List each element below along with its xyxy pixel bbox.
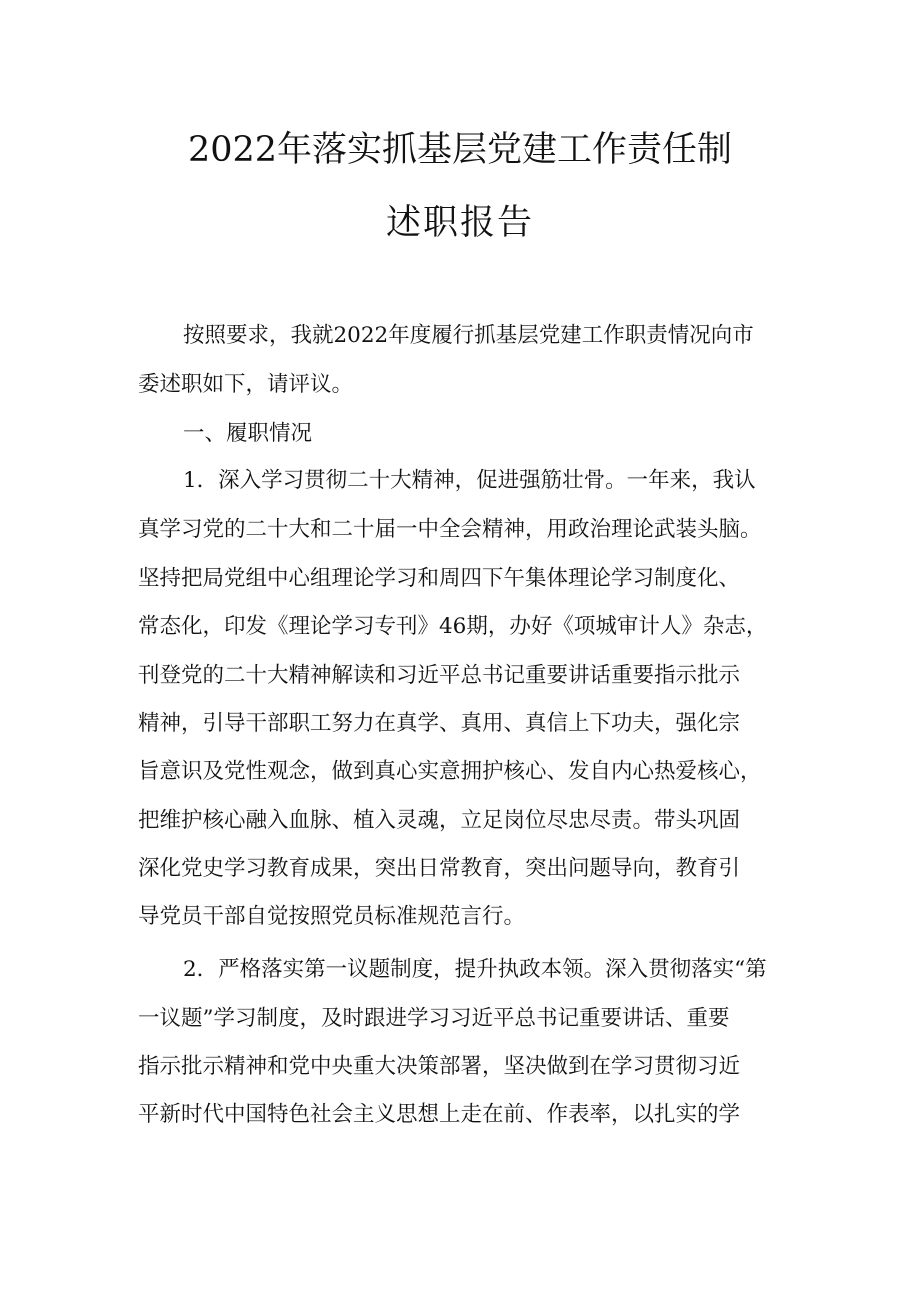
paragraph-line: 真学习党的二十大和二十届一中全会精神，用政治理论武装头脑。 [138,517,762,542]
paragraph-line: 精神，引导干部职工努力在真学、真用、真信上下功夫，强化宗 [138,711,741,736]
paragraph-line: 2．严格落实第一议题制度，提升执政本领。深入贯彻落实“第 [183,957,767,982]
paragraph-line: 导党员干部自觉按照党员标准规范言行。 [138,904,526,929]
paragraph-line: 旨意识及党性观念，做到真心实意拥护核心、发自内心热爱核心， [138,759,762,784]
paragraph-line: 一议题”学习制度，及时跟进学习习近平总书记重要讲话、重要 [138,1006,730,1031]
document-title-line-2: 述职报告 [385,203,534,243]
paragraph-line: 1．深入学习贯彻二十大精神，促进强筋壮骨。一年来，我认 [183,468,756,493]
paragraph-line: 常态化，印发《理论学习专刊》46期，办好《项城审计人》杂志， [138,614,768,639]
paragraph-line: 坚持把局党组中心组理论学习和周四下午集体理论学习制度化、 [138,566,741,591]
document-title-line-1: 2022年落实抓基层党建工作责任制 [187,130,733,170]
paragraph-line: 委述职如下，请评议。 [138,372,354,397]
paragraph-line: 刊登党的二十大精神解读和习近平总书记重要讲话重要指示批示 [138,663,741,688]
paragraph-line: 按照要求，我就2022年度履行抓基层党建工作职责情况向市 [183,323,754,348]
section-heading: 一、履职情况 [183,421,313,446]
paragraph-line: 把维护核心融入血脉、植入灵魂，立足岗位尽忠尽责。带头巩固 [138,808,741,833]
paragraph-line: 平新时代中国特色社会主义思想上走在前、作表率，以扎实的学 [138,1102,741,1127]
paragraph-line: 指示批示精神和党中央重大决策部署，坚决做到在学习贯彻习近 [138,1054,741,1079]
paragraph-line: 深化党史学习教育成果，突出日常教育，突出问题导向，教育引 [138,856,741,881]
